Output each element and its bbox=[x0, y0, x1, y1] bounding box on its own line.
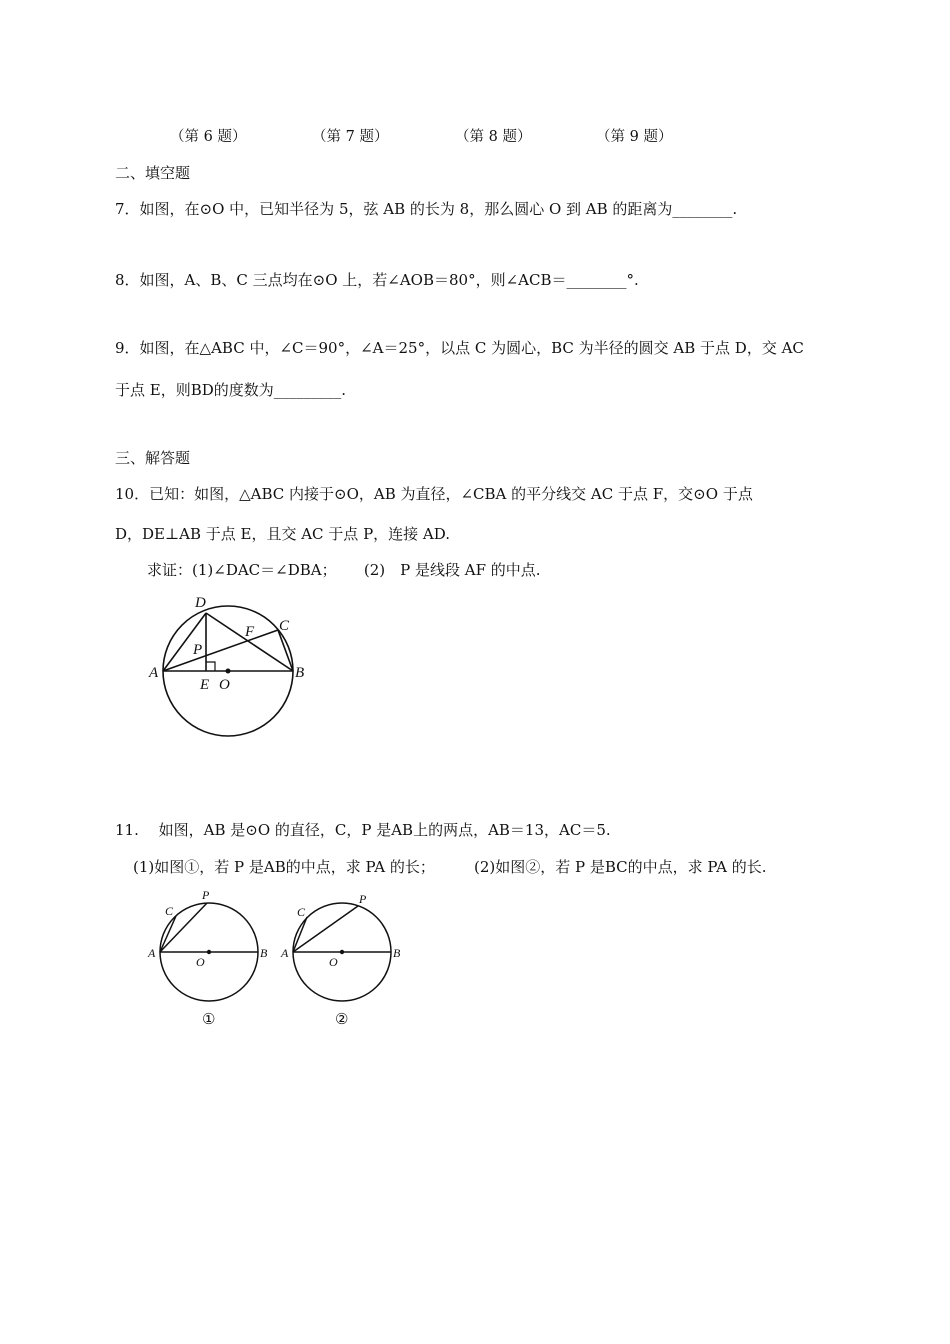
fig11a-tag: ① bbox=[202, 1012, 216, 1028]
fig11b-label-a: A bbox=[281, 946, 289, 960]
caption-q7: （第 7 题） bbox=[312, 129, 389, 145]
question-9-line-1: 9．如图，在△ABC 中，∠C＝90°，∠A＝25°，以点 C 为圆心，BC 为半径的圆交 AB 于点 D，交 AC bbox=[115, 339, 804, 357]
caption-q6: （第 6 题） bbox=[170, 129, 247, 145]
fig10-label-e: E bbox=[200, 677, 210, 693]
fig11b-label-o: O bbox=[329, 955, 338, 969]
question-10-line-1: 10．已知：如图，△ABC 内接于⊙O，AB 为直径，∠CBA 的平分线交 AC 于点 F，交⊙O 于点 bbox=[115, 485, 753, 503]
fig11b-label-b: B bbox=[393, 946, 401, 960]
question-10-proof: 求证：(1)∠DAC＝∠DBA； (2) P 是线段 AF 的中点. bbox=[147, 561, 541, 579]
fig11a-label-b: B bbox=[260, 946, 268, 960]
fig10-label-p: P bbox=[193, 642, 203, 658]
fig11a-label-p: P bbox=[202, 888, 210, 902]
caption-q8: （第 8 题） bbox=[455, 129, 532, 145]
question-11-part-1: (1)如图①，若 P 是AB的中点，求 PA 的长； bbox=[133, 858, 435, 876]
fig10-label-d: D bbox=[195, 595, 206, 611]
caption-q9: （第 9 题） bbox=[596, 129, 673, 145]
fig11a-label-a: A bbox=[148, 946, 156, 960]
question-7: 7．如图，在⊙O 中，已知半径为 5，弦 AB 的长为 8，那么圆心 O 到 AB 的距离为________. bbox=[115, 200, 738, 218]
question-10-line-2: D，DE⊥AB 于点 E，且交 AC 于点 P，连接 AD. bbox=[115, 525, 451, 543]
fig10-label-o: O bbox=[219, 677, 230, 693]
question-11-line-1: 11. 如图，AB 是⊙O 的直径，C，P 是AB上的两点，AB＝13，AC＝5. bbox=[115, 821, 611, 839]
fig11a-label-c: C bbox=[165, 904, 174, 918]
question-9-line-2: 于点 E，则BD的度数为_________. bbox=[115, 381, 347, 399]
fig11a-label-o: O bbox=[196, 955, 205, 969]
fig11b-tag: ② bbox=[335, 1012, 349, 1028]
fig10-label-c: C bbox=[279, 618, 290, 634]
fig10-label-f: F bbox=[245, 624, 255, 640]
fig10-label-b: B bbox=[295, 665, 305, 681]
question-11-part-2: (2)如图②，若 P 是BC的中点，求 PA 的长. bbox=[474, 858, 767, 876]
section-heading-solve: 三、解答题 bbox=[115, 449, 191, 467]
fig11b-label-p: P bbox=[359, 892, 367, 906]
section-heading-fill-in: 二、填空题 bbox=[115, 164, 191, 182]
fig11b-label-c: C bbox=[297, 905, 306, 919]
question-8: 8．如图，A、B、C 三点均在⊙O 上，若∠AOB＝80°，则∠ACB＝________°. bbox=[115, 271, 639, 289]
fig10-label-a: A bbox=[149, 665, 159, 681]
